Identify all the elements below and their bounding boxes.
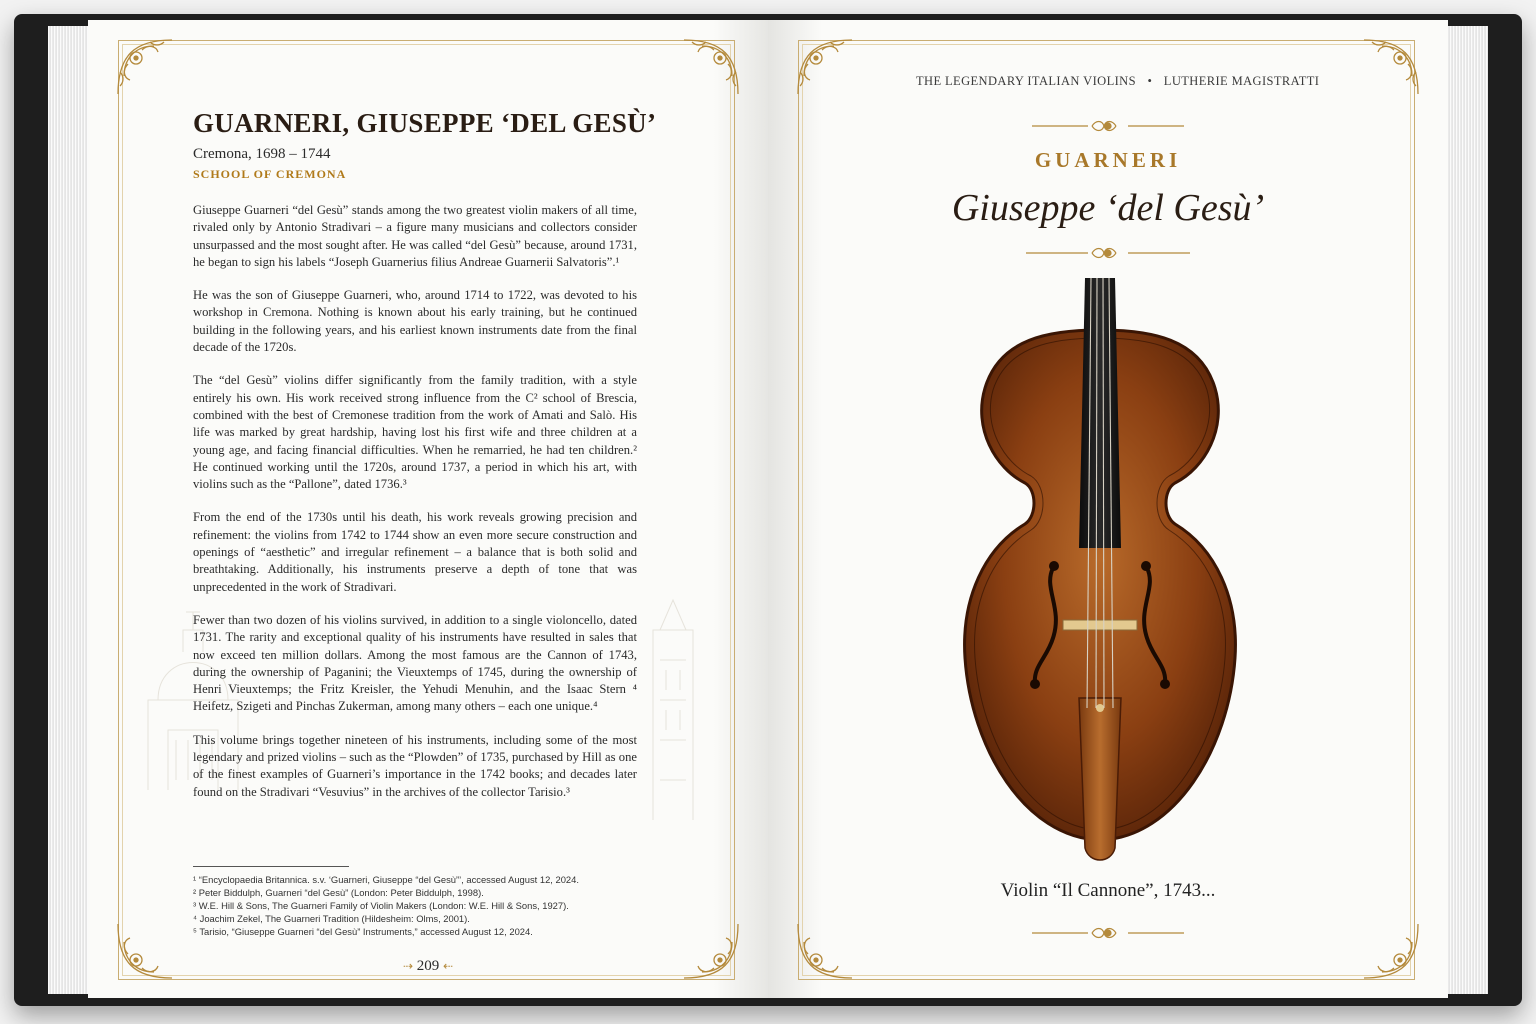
corner-ornament-icon: [794, 36, 856, 98]
violin-image: [955, 278, 1245, 864]
flourish-divider-icon: [1030, 118, 1186, 134]
paragraph: This volume brings together nineteen of his instruments, including some of the most legendary and prized violins – such as the “Plowden” of 1735, purchased by Hill as one of the finest examples of Guarneri’s importance in the 1742 books; and decades later found on the Stradivari “Vesuvius” in the archives of the collector Tarisio.³: [193, 732, 637, 799]
footnotes: [193, 873, 653, 938]
footnote: ⁴ Joachim Zekel, The Guarneri Tradition (Hildesheim: Olms, 2001).: [193, 913, 470, 924]
paragraph: From the end of the 1730s until his death, his work reveals growing precision and refinement: the violins from 1742 to 1744 show an even more secure construction and openings of “aesthetic” and irregular refinement – a balance that is both solid and breathtaking. Additionally, his instruments preserve a depth of tone that was unprecedented in the work of Stradivari.: [193, 510, 637, 594]
footnote: ⁵ Tarisio, “Giuseppe Guarneri “del Gesù” Instruments,” accessed August 12, 2024.: [193, 926, 533, 937]
body-text: [193, 202, 637, 817]
maker-name: Giuseppe ‘del Gesù’: [951, 187, 1265, 229]
page-number: [383, 958, 473, 975]
place-dates: Cremona, 1698 – 1744: [193, 146, 331, 162]
page-edges-left: [48, 26, 92, 994]
school-label: SCHOOL OF CREMONA: [193, 167, 347, 181]
footnote: ³ W.E. Hill & Sons, The Guarneri Family of Violin Makers (London: W.E. Hill & Sons, 1927).: [193, 900, 569, 911]
right-page: [768, 20, 1448, 998]
corner-ornament-icon: [680, 920, 742, 982]
ornament-right-icon: ⇠: [443, 959, 454, 973]
paragraph: The “del Gesù” violins differ significantly from the family tradition, with a style entirely his own. His work received strong influence from the C² school of Brescia, combined with the best of Cremonese tradition from the work of Amati and Salò. His life was marked by great hardship, having lost his first wife and three children at a young age, and facing financial difficulties. When he remarried, he had ten children.² He continued working until the 1720s, around 1737, a period in which his art, with violins such as the “Pallone”, dated 1736.³: [193, 373, 637, 492]
page-number-value: 209: [416, 958, 440, 974]
flourish-divider-icon: [1030, 925, 1186, 941]
corner-ornament-icon: [114, 920, 176, 982]
footnote-divider: [193, 866, 349, 867]
page-title: GUARNERI, GIUSEPPE ‘DEL GESÙ’: [193, 108, 657, 138]
paragraph: Fewer than two dozen of his violins survived, in addition to a single violoncello, dated 1731. The rarity and exceptional quality of his instruments have resulted in sales that now exceed ten million dollars. Among the most famous are the Cannon of 1743, during the ownership of Paganini; the Vieuxtemps of 1745, during the ownership of Henri Vieuxtemps; the Fritz Kreisler, the Yehudi Menuhin, and the Isaac Stern ⁴ Heifetz, Szigeti and Pinchas Zukerman, among many others – each one unique.⁴: [193, 612, 637, 714]
violin-caption: Violin “Il Cannone”, 1743...: [1000, 880, 1216, 901]
running-head-publisher: LUTHERIE MAGISTRATTI: [1163, 74, 1320, 88]
maker-surname: GUARNERI: [1034, 148, 1182, 172]
running-head: [916, 74, 1320, 89]
corner-ornament-icon: [680, 36, 742, 98]
corner-ornament-icon: [114, 36, 176, 98]
violin-icon: [955, 278, 1245, 864]
paragraph: He was the son of Giuseppe Guarneri, who, around 1714 to 1722, was devoted to his workshop in Cremona. Nothing is known about his early training, but he continued building in the following years, and his earliest known instruments date from the final decade of the 1720s.: [193, 288, 637, 355]
footnote: ² Peter Biddulph, Guarneri “del Gesù” (London: Peter Biddulph, 1998).: [193, 887, 484, 898]
corner-ornament-icon: [1360, 920, 1422, 982]
page-edges-right: [1444, 26, 1488, 994]
running-head-title: THE LEGENDARY ITALIAN VIOLINS: [916, 74, 1136, 88]
ornament-left-icon: ⇢: [402, 959, 413, 973]
corner-ornament-icon: [794, 920, 856, 982]
footnote: ¹ “Encyclopaedia Britannica. s.v. ‘Guarneri, Giuseppe “del Gesù”’, accessed August 12, 2024.: [193, 874, 579, 885]
flourish-divider-icon: [1024, 245, 1192, 261]
corner-ornament-icon: [1360, 36, 1422, 98]
paragraph: Giuseppe Guarneri “del Gesù” stands among the two greatest violin makers of all time, rivaled only by Antonio Stradivari – a figure many musicians and collectors consider unsurpassed and the most sought after. He was called “del Gesù” because, around 1731, he began to sign his labels “Joseph Guarnerius filius Andreae Guarnerii Salvatoris”.¹: [193, 203, 637, 269]
tower-sketch-icon: [638, 590, 708, 820]
running-head-separator: •: [1147, 74, 1153, 88]
left-page: [88, 20, 768, 998]
